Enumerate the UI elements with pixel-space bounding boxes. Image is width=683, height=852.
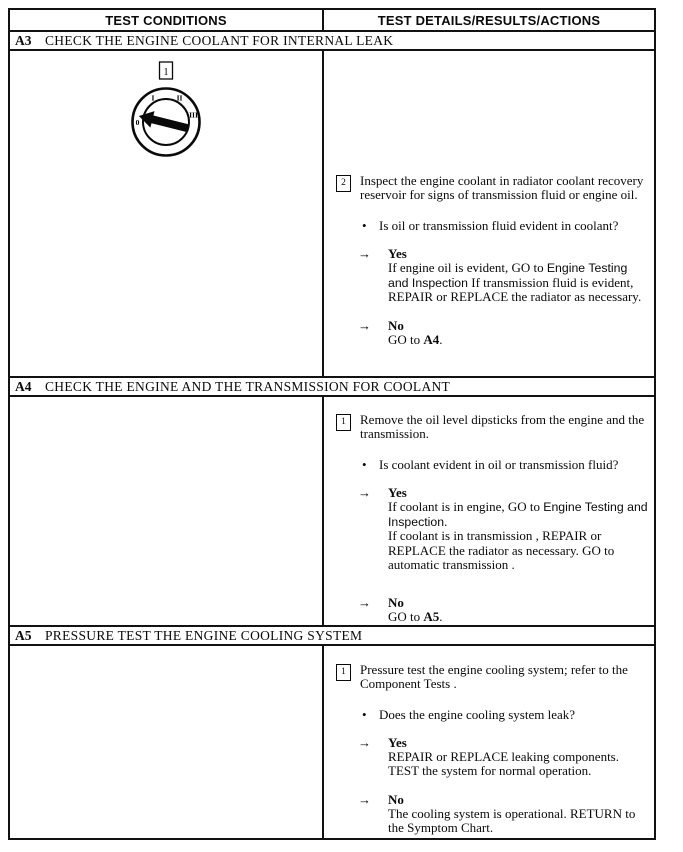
- result-no-ref: A4: [423, 331, 440, 347]
- step-number-box: 1: [336, 414, 351, 431]
- header-test-conditions: TEST CONDITIONS: [10, 10, 324, 30]
- result-no: [358, 793, 648, 836]
- result-yes-text-2: .: [444, 513, 448, 529]
- result-yes: [358, 247, 648, 305]
- question-item: [362, 219, 648, 233]
- step-text: Pressure test the engine cooling system; refer to the Component Tests .: [360, 662, 628, 692]
- result-yes-text-3: If coolant is in transmission , REPAIR or REPLACE the radiator as necessary. GO to automatic transmission .: [388, 528, 615, 572]
- result-no-label: No: [388, 595, 404, 611]
- section-a4-details-cell: [324, 397, 654, 625]
- section-a5-content-row: [10, 646, 654, 838]
- header-test-details: TEST DETAILS/RESULTS/ACTIONS: [377, 12, 601, 28]
- result-no-ref: A5: [423, 609, 440, 625]
- section-a3-details-cell: [324, 51, 654, 376]
- result-no-body: [388, 319, 443, 348]
- result-yes-label: Yes: [388, 734, 407, 750]
- result-yes-text: REPAIR or REPLACE leaking components. TEST the system for normal operation.: [388, 749, 619, 779]
- section-a5-conditions-cell: [10, 646, 324, 838]
- section-a4-id: A4: [15, 378, 32, 394]
- step-text: Inspect the engine coolant in radiator coolant recovery reservoir for signs of transmission fluid or engine oil.: [360, 173, 644, 203]
- step-item: [336, 663, 648, 692]
- section-a4-conditions-cell: [10, 397, 324, 625]
- ignition-position-ii: II: [176, 93, 183, 103]
- result-yes-label: Yes: [388, 484, 407, 500]
- bullet-icon: •: [362, 217, 367, 233]
- result-no: [358, 596, 648, 625]
- section-a3-content-row: [10, 51, 654, 378]
- step-number-box: 1: [336, 664, 351, 681]
- section-a4-content-row: [10, 397, 654, 627]
- section-a5-title-row: [10, 627, 654, 646]
- step-text: Remove the oil level dipsticks from the engine and the transmission.: [360, 412, 645, 442]
- ignition-position-iii: III: [189, 110, 198, 120]
- section-a5-details-cell: [324, 646, 654, 838]
- result-no-text: The cooling system is operational. RETURN to the Symptom Chart.: [388, 806, 636, 836]
- result-no-body: [388, 793, 648, 836]
- result-no-text-1: GO to: [388, 609, 424, 625]
- pinpoint-test-table: [8, 8, 656, 840]
- arrow-right-icon: →: [358, 317, 371, 333]
- table-header-row: [10, 10, 654, 32]
- result-yes-text-1: If coolant is in engine, GO to: [388, 499, 544, 515]
- result-yes-text-2: If transmission fluid is evident, REPAIR or REPLACE the radiator as necessary.: [388, 274, 642, 305]
- result-yes-body: [388, 736, 648, 779]
- arrow-right-icon: →: [358, 484, 371, 500]
- arrow-right-icon: →: [358, 595, 371, 611]
- bullet-icon: •: [362, 706, 367, 722]
- result-no-text-1: GO to: [388, 331, 424, 347]
- result-yes-body: [388, 247, 648, 305]
- result-no-label: No: [388, 317, 404, 333]
- section-a3-id: A3: [15, 32, 32, 48]
- question-text: Is oil or transmission fluid evident in coolant?: [379, 217, 619, 233]
- result-yes-body: [388, 486, 648, 572]
- ignition-position-i: I: [151, 93, 155, 103]
- ignition-switch-diagram: [103, 61, 229, 159]
- result-no-text-2: .: [439, 609, 443, 625]
- ignition-position-0: 0: [135, 118, 140, 127]
- callout-number: 1: [163, 67, 169, 78]
- section-a5-title: PRESSURE TEST THE ENGINE COOLING SYSTEM: [45, 627, 363, 643]
- section-a3-title-row: [10, 32, 654, 51]
- section-a5-id: A5: [15, 627, 32, 643]
- question-item: [362, 708, 648, 722]
- result-no-label: No: [388, 791, 404, 807]
- step-number-box: 2: [336, 175, 351, 192]
- question-text: Does the engine cooling system leak?: [379, 706, 576, 722]
- section-a3-title: CHECK THE ENGINE COOLANT FOR INTERNAL LEAK: [45, 32, 394, 48]
- result-yes-link: Engine Testing and Inspection: [388, 500, 648, 529]
- step-item: [336, 413, 648, 442]
- question-item: [362, 458, 648, 472]
- bullet-icon: •: [362, 456, 367, 472]
- result-no-text-2: .: [439, 331, 443, 347]
- result-no-body: [388, 596, 443, 625]
- result-yes-link: Engine Testing and Inspection: [388, 261, 628, 290]
- arrow-right-icon: →: [358, 245, 371, 261]
- question-text: Is coolant evident in oil or transmission fluid?: [379, 456, 619, 472]
- result-yes: [358, 486, 648, 572]
- result-yes: [358, 736, 648, 779]
- result-no: [358, 319, 648, 348]
- arrow-right-icon: →: [358, 734, 371, 750]
- section-a3-conditions-cell: [10, 51, 324, 376]
- result-yes-text-1: If engine oil is evident, GO to: [388, 260, 547, 276]
- section-a4-title: CHECK THE ENGINE AND THE TRANSMISSION FOR COOLANT: [45, 378, 451, 394]
- section-a4-title-row: [10, 378, 654, 397]
- result-yes-label: Yes: [388, 245, 407, 261]
- step-item: [336, 174, 648, 203]
- arrow-right-icon: →: [358, 791, 371, 807]
